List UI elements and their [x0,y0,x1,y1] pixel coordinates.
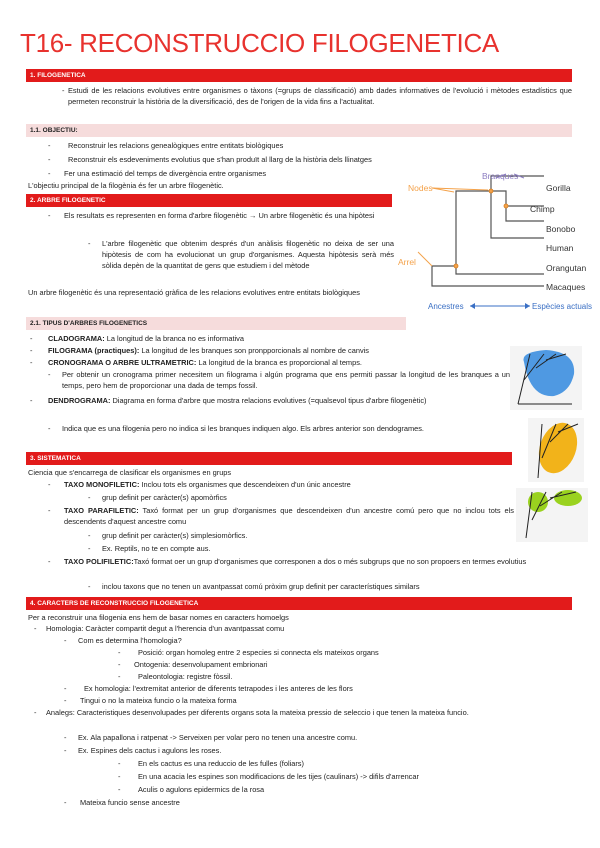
current-species-label: Espècies actuals [532,302,593,311]
list-item: grup definit per caràcter(s) apomòrfics [102,493,227,502]
paragraph: Els resultats es representen en forma d'arbre filogenètic → Un arbre filogenètic és una hipòtesi [64,211,375,220]
list-item: TAXO MONOFILETIC: Inclou tots els organismes que descendeixen d'un únic ancestre [64,480,351,489]
root-label: Arrel [398,257,416,267]
section-header-tipus: 2.1. TIPUS D'ARBRES FILOGENETICS [26,317,406,330]
list-item: CLADOGRAMA: La longitud de la branca no es informativa [48,334,244,343]
list-item: FILOGRAMA (practiques): La longitud de les branques son pronpporcionals al nombre de canvis [48,346,369,355]
paragraph: L'objectiu principal de la filogènia és fer un arbre filogenètic. [28,181,224,190]
branches-label: Branques [482,171,519,181]
list-item: En els cactus es una reduccio de les fulles (foliars) [138,759,304,768]
list-item: TAXO POLIFILETIC:Taxó format oer un grup d'organismes que corresponen a dos o més subgrups que no son propoers en termes evolutius [64,557,527,566]
list-item: Reconstruir les relacions genealògiques entre entitats biològiques [68,141,284,150]
list-item: Fer una estimació del temps de divergència entre organismes [64,169,267,178]
species-label: Orangutan [546,263,587,273]
list-item: inclou taxons que no tenen un avantpassat comú pròxim grup definit per característiques similars [102,582,420,591]
paragraph: Un arbre filogenètic és una representació gràfica de les relacions evolutives entre entitats biològiques [28,288,360,297]
list-item: En una acacia les espines son modificacions de les tijes (caulinars) -> difils d'arrencar [138,772,419,781]
paragraph: Indica que es una filogenia pero no indica si les branques indiquen algo. Els arbres anterior son dendogrames. [62,424,424,433]
list-item: Posició: organ homoleg entre 2 especies si connecta els mateixos organs [138,648,379,657]
list-item: TAXO PARAFILETIC: Taxó format per un grup d'organismes que descendeixen d'un ancestre comú pero que no inclou tots els descendents d'aquest ancestre comu [64,506,514,526]
paragraph: Estudi de les relacions evolutives entre organismes o tàxons (=grups de classificació) amb dades informatives de l'evolució i mètodes estadístics que permeten reconstruir la història de la diversificació, des de l'origen de la vida fins a l'actualitat. [68,86,572,106]
species-label: Chimp [530,204,555,214]
list-item: DENDROGRAMA: Diagrama en forma d'arbre que mostra relacions evolutives (=qualsevol tipus d'arbre filogenètic) [48,396,427,405]
list-item: Mateixa funcio sense ancestre [80,798,180,807]
ancestors-label: Ancestres [428,302,464,311]
paragraph: Per a reconstruir una filogenia ens hem de basar nomes en caracters homoelgs [28,613,289,622]
list-item: Ontogenia: desenvolupament embrionari [134,660,268,669]
section-header-arbre: 2. ARBRE FILOGENETIC [26,194,392,207]
page-title: T16- RECONSTRUCCIO FILOGENETICA [20,28,499,58]
list-item: Analegs: Caracteristiques desenvolupades per diferents organs sota la mateixa pressio de seleccio i que tenen la mateixa funcio. [46,708,469,717]
species-label: Bonobo [546,224,576,234]
section-header-filogenetica: 1. FILOGENETICA [26,69,572,82]
section-header-sistematica: 3. SISTEMATICA [26,452,512,465]
paragraph: L'arbre filogenètic que obtenim després d'un anàlisis filogenètic no deixa de ser una hipòtesis de com ha evolucionat un grup d'organismes. Aquesta hipòtesis serà més sòlida depèn de la quantitat de gens que estudiem i del mètode [102,239,394,270]
phylogenetic-tree-diagram [396,166,596,316]
nodes-label: Nodes [408,183,433,193]
paragraph: Ciencia que s'encarrega de clasificar els organismes en grups [28,468,232,477]
list-item: Reconstruir els esdeveniments evolutius que s'han produït al llarg de la història dels llinatges [68,155,372,164]
list-item: CRONOGRAMA O ARBRE ULTRAMETRIC: La longitud de la branca es proporcional al temps. [48,358,362,367]
list-item: Ex. Reptils, no te en compte aus. [102,544,211,553]
species-label: Gorilla [546,183,571,193]
paragraph: Per obtenir un cronograma primer necesitem un filograma i algún programa que ens permiti passar la longitud de les branques a un temps, pero hem de proporcionar una dada de temps fossil. [62,370,510,390]
polyphyletic-diagram [516,488,588,542]
list-item: Ex. Ala papallona i ratpenat -> Serveixen per volar pero no tenen una ancestre comu. [78,733,358,742]
list-item: grup definit per caràcter(s) simplesiomòrfics. [102,531,248,540]
list-item: Ex homologia: l'extremitat anterior de diferents tetrapodes i les anteres de les flors [84,684,353,693]
list-item: Tingui o no la mateixa funcio o la mateixa forma [80,696,237,705]
species-label: Macaques [546,282,586,292]
section-header-caracters: 4. CARACTERS DE RECONSTRUCCIO FILOGENETICA [26,597,572,610]
list-item: Ex. Espines dels cactus i agulons les roses. [78,746,222,755]
paraphyletic-diagram [528,418,584,482]
list-item: Homologia: Caràcter compartit degut a l'herencia d'un avantpassat comu [46,624,285,633]
list-item: Paleontologia: registre fòssil. [138,672,233,681]
list-item: Com es determina l'homologia? [78,636,182,645]
list-item: Aculis o agulons epidermics de la rosa [138,785,265,794]
species-label: Human [546,243,574,253]
section-header-objectiu: 1.1. OBJECTIU: [26,124,572,137]
monophyletic-diagram [510,346,582,410]
